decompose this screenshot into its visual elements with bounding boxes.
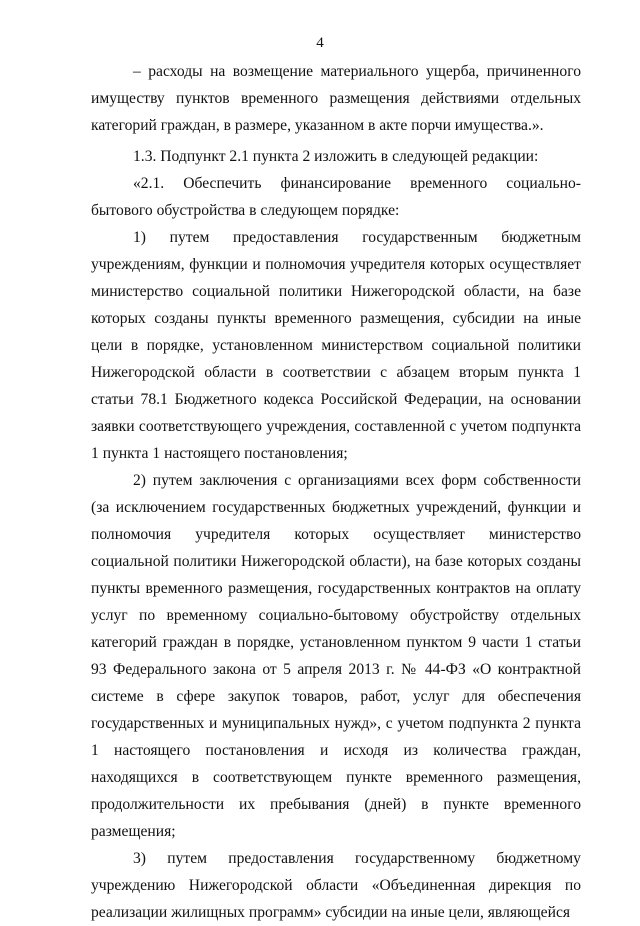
- paragraph-amendment-1-3: 1.3. Подпункт 2.1 пункта 2 изложить в следующей редакции:: [133, 148, 539, 165]
- list-item-3-text: учреждению Нижегородской области «Объединенная дирекция по реализации жилищных программ» субсидии на иные цели, являющейся: [91, 877, 581, 921]
- list-item-1-word: предоставления: [233, 229, 339, 246]
- list-item-3-word: предоставления: [228, 850, 334, 867]
- list-item-3-first-line: [91, 845, 581, 872]
- list-item-3-word: путем: [167, 850, 207, 867]
- list-item-1-first-line: [91, 224, 581, 251]
- page-number: 4: [316, 35, 324, 51]
- document-body: [91, 58, 581, 926]
- list-item-1-word: бюджетным: [501, 229, 581, 246]
- list-item-3-word: бюджетному: [496, 850, 581, 867]
- list-item-1-word: государственным: [362, 229, 478, 246]
- list-item-1-word: 1): [133, 229, 146, 246]
- list-item-3-word: 3): [133, 850, 146, 867]
- paragraph-damage-expenses: – расходы на возмещение материального ущерба, причиненного имуществу пунктов временного размещения действиями отдельных категорий граждан, в размере, указанном в акте порчи имущества.».: [91, 63, 581, 134]
- list-item-1-text: учреждениям, функции и полномочия учредителя которых осуществляет министерство социальной политики Нижегородской области, на базе которых созданы пункты временного размещения, субсидии на иные цели в порядке, установленном министерством социальной политики Нижегородской области в соответствии с абзацем вторым пункта 1 статьи 78.1 Бюджетного кодекса Российской Федерации, на основании заявки соответствующего учреждения, составленной с учетом подпункта 1 пункта 1 настоящего постановления;: [91, 256, 581, 462]
- list-item-2: 2) путем заключения с организациями всех форм собственности (за исключением государственных бюджетных учреждений, функции и полномочия учредителя которых осуществляет министерство социальной политики Нижегородской области), на базе которых созданы пункты временного размещения, государственных контрактов на оплату услуг по временному социально-бытовому обустройству отдельных категорий граждан в порядке, установленном пунктом 9 части 1 статьи 93 Федерального закона от 5 апреля 2013 г. № 44-ФЗ «О контрактной системе в сфере закупок товаров, работ, услуг для обеспечения государственных и муниципальных нужд», с учетом подпункта 2 пункта 1 настоящего постановления и исходя из количества граждан, находящихся в соответствующем пункте временного размещения, продолжительности их пребывания (дней) в пункте временного размещения;: [91, 472, 581, 840]
- paragraph-2-1-intro: «2.1. Обеспечить финансирование временного социально-бытового обустройства в следующем порядке:: [91, 175, 581, 219]
- list-item-1-word: путем: [169, 229, 210, 246]
- list-item-1: [91, 224, 581, 467]
- list-item-3: [91, 845, 581, 926]
- list-item-3-word: государственному: [355, 850, 476, 867]
